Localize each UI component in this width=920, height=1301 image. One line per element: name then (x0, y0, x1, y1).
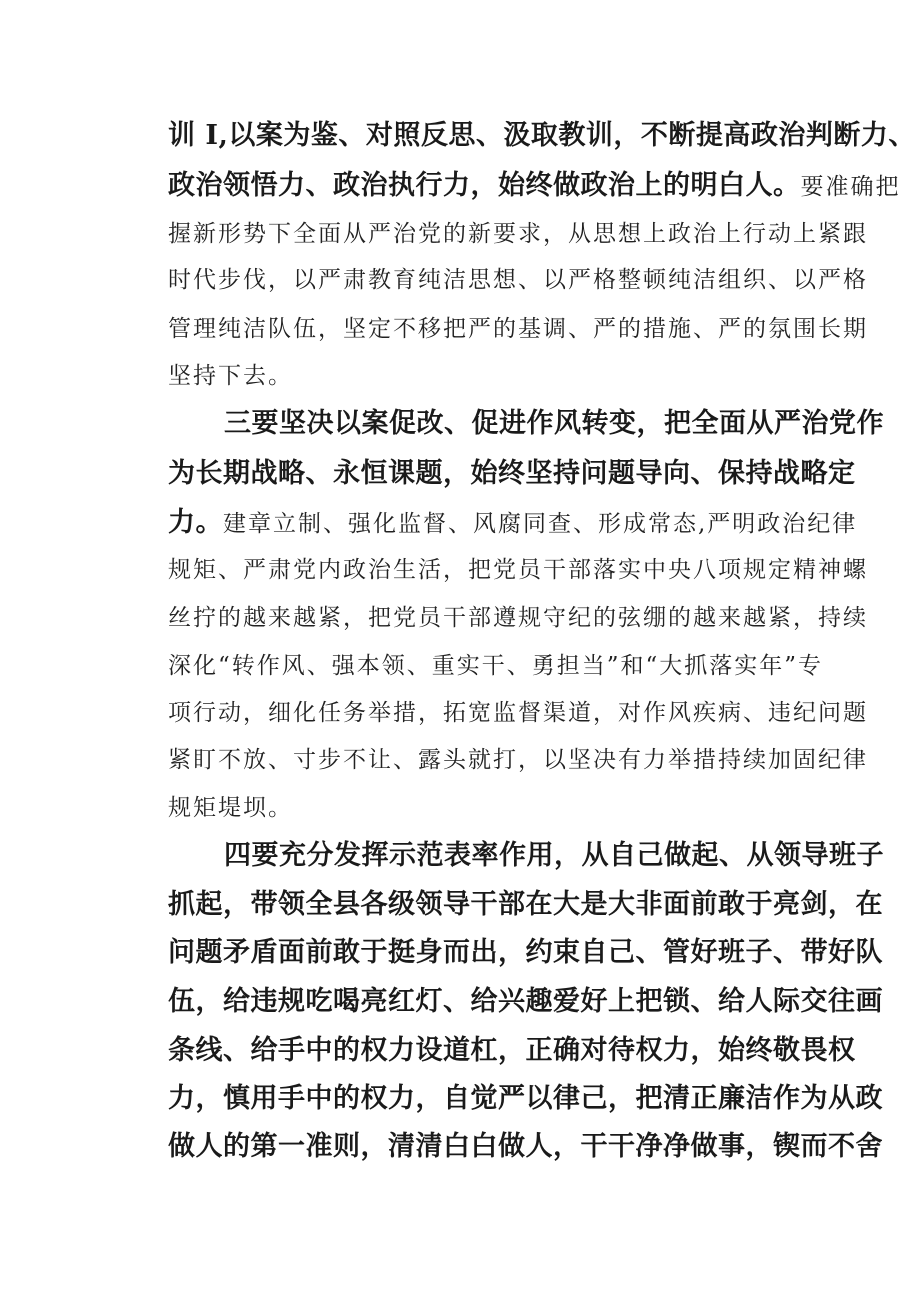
body-text: 规矩、严肃党内政治生活，把党员干部落实中央八项规定精神螺 (168, 557, 868, 583)
body-text: 要准确把 (800, 174, 901, 200)
body-text: 项行动，细化任务举措，拓宽监督渠道，对作风疾病、违纪问题 (168, 700, 868, 726)
text-line (168, 505, 857, 541)
body-text: 建章立制、强化监督、风腐同查、形成常态,严明政治纪律 (223, 511, 858, 537)
bold-text: 力。 (168, 507, 223, 538)
body-text: 紧盯不放、寸步不让、露头就打，以坚决有力举措持续加固纪律 (168, 747, 868, 773)
text-line (168, 790, 293, 826)
text-line (168, 1129, 883, 1165)
text-line (168, 311, 868, 347)
bold-text: 伍，给违规吃喝亮红灯、给兴趣爱好上把锁、给人际交往画 (168, 986, 883, 1017)
bold-text: 抓起，带领全县各级领导干部在大是大非面前敢于亮剑，在 (168, 889, 883, 920)
text-line (168, 168, 901, 204)
body-text: 规矩堤坝。 (168, 795, 293, 821)
text-line (168, 648, 823, 684)
body-text: 时代步伐，以严肃教育纯洁思想、以严格整顿纯洁组织、以严格 (168, 267, 868, 293)
text-line (168, 456, 856, 492)
bold-text: 做人的第一准则，清清白白做人，干干净净做事，锲而不舍 (168, 1131, 883, 1162)
bold-text: 问题矛盾面前敢于挺身而出，约束自己、管好班子、带好队 (168, 937, 883, 968)
text-line (224, 838, 884, 874)
text-line (224, 406, 884, 442)
text-line (168, 742, 868, 778)
bold-text: 力，慎用手中的权力，自觉严以律己，把清正廉洁作为从政 (168, 1083, 883, 1114)
text-line (168, 262, 868, 298)
text-line (168, 984, 883, 1020)
text-line (168, 216, 868, 252)
bold-text: 三要坚决以案促改、促进作风转变，把全面从严治党作 (224, 408, 884, 439)
text-line (168, 935, 883, 971)
text-line (168, 552, 868, 588)
body-text: 丝拧的越来越紧，把党员干部遵规守纪的弦绷的越来越紧，持续 (168, 605, 868, 631)
text-line (168, 600, 868, 636)
bold-text: 政治领悟力、政治执行力，始终做政治上的明白人。 (168, 170, 801, 201)
text-line (168, 695, 868, 731)
body-text: 握新形势下全面从严治党的新要求，从思想上政治上行动上紧跟 (168, 221, 868, 247)
text-line (168, 887, 883, 923)
body-text: 坚持下去。 (168, 363, 293, 389)
text-line (168, 1081, 883, 1117)
bold-text: 训 I,以案为鉴、对照反思、汲取教训，不断提高政治判断力、 (168, 120, 916, 151)
bold-text: 为长期战略、永恒课题，始终坚持问题导向、保持战略定 (168, 458, 856, 489)
body-text: 管理纯洁队伍，坚定不移把严的基调、严的措施、严的氛围长期 (168, 316, 868, 342)
text-line (168, 1033, 856, 1069)
body-text: 深化“转作风、强本领、重实干、勇担当”和“大抓落实年”专 (168, 653, 824, 679)
text-line (168, 358, 293, 394)
bold-text: 条线、给手中的权力设道杠，正确对待权力，始终敬畏权 (168, 1035, 856, 1066)
bold-text: 四要充分发挥示范表率作用，从自己做起、从领导班子 (224, 840, 884, 871)
text-line (168, 118, 916, 154)
